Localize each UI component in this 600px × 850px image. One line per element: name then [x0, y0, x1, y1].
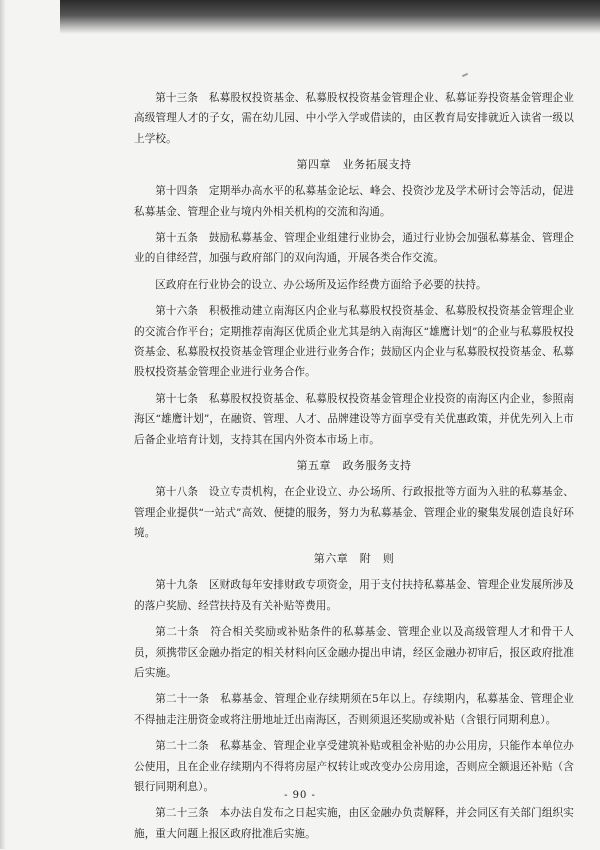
chapter-5-heading: 第五章 政务服务支持	[296, 459, 412, 473]
scan-shadow-top	[60, 0, 600, 34]
article-14: 第十四条 定期举办高水平的私募基金论坛、峰会、投资沙龙及学术研讨会等活动，促进私募基金、管理企业与境内外相关机构的交流和沟通。	[134, 185, 574, 218]
article-20: 第二十条 符合相关奖励或补贴条件的私募基金、管理企业以及高级管理人才和骨干人员，须携带区金融办指定的相关材料向区金融办提出申请，经区金融办初审后，报区政府批准后实施。	[134, 626, 574, 679]
article-16: 第十六条 积极推动建立南海区内企业与私募股权投资基金、私募股权投资基金管理企业的交流合作平台；定期推荐南海区优质企业尤其是纳入南海区“雄鹰计划”的企业与私募股权投资基金、私募股权投资基金管理企业进行业务合作；鼓励区内企业与私募股权投资基金、私募股权投资基金管理企业进行业务合作。	[134, 305, 574, 379]
article-17: 第十七条 私募股权投资基金、私募股权投资基金管理企业投资的南海区内企业，参照南海区“雄鹰计划”，在融资、管理、人才、品牌建设等方面享受有关优惠政策，并优先列入上市后备企业培育计划，支持其在国内外资本市场上市。	[134, 392, 574, 446]
article-15: 第十五条 鼓励私募基金、管理企业组建行业协会，通过行业协会加强私募基金、管理企业的自律经营，加强与政府部门的双向沟通，开展各类合作交流。	[134, 232, 574, 265]
article-15-note: 区政府在行业协会的设立、办公场所及运作经费方面给予必要的扶持。	[155, 278, 487, 291]
article-13: 第十三条 私募股权投资基金、私募股权投资基金管理企业、私募证券投资基金管理企业高级管理人才的子女，需在幼儿园、中小学入学或借读的，由区教育局安排就近入读省一级以上学校。	[134, 92, 574, 145]
document-body	[134, 88, 574, 850]
chapter-6-heading: 第六章 附 则	[313, 552, 395, 566]
page-number: - 90 -	[284, 790, 316, 801]
article-23: 第二十三条 本办法自发布之日起实施，由区金融办负责解释，并会同区有关部门组织实施，重大问题上报区政府批准后实施。	[134, 807, 574, 840]
chapter-4-heading: 第四章 业务拓展支持	[296, 158, 412, 172]
scan-speck	[462, 73, 468, 77]
article-21: 第二十一条 私募基金、管理企业存续期须在5年以上。存续期内，私募基金、管理企业不得抽走注册资金或将注册地址迁出南海区，否则须退还奖励或补贴（含银行同期利息）。	[134, 693, 574, 726]
article-19: 第十九条 区财政每年安排财政专项资金，用于支付扶持私募基金、管理企业发展所涉及的落户奖励、经营扶持及有关补贴等费用。	[134, 579, 574, 612]
scan-shadow-left	[0, 0, 6, 849]
article-22: 第二十二条 私募基金、管理企业享受建筑补贴或租金补贴的办公用房，只能作本单位办公使用，且在企业存续期内不得将房屋产权转让或改变办公房用途，否则应全额退还补贴（含银行同期利息）。	[134, 740, 574, 793]
article-18: 第十八条 设立专责机构，在企业设立、办公场所、行政报批等方面为入驻的私募基金、管理企业提供“一站式”高效、便捷的服务，努力为私募基金、管理企业的聚集发展创造良好环境。	[134, 486, 574, 539]
